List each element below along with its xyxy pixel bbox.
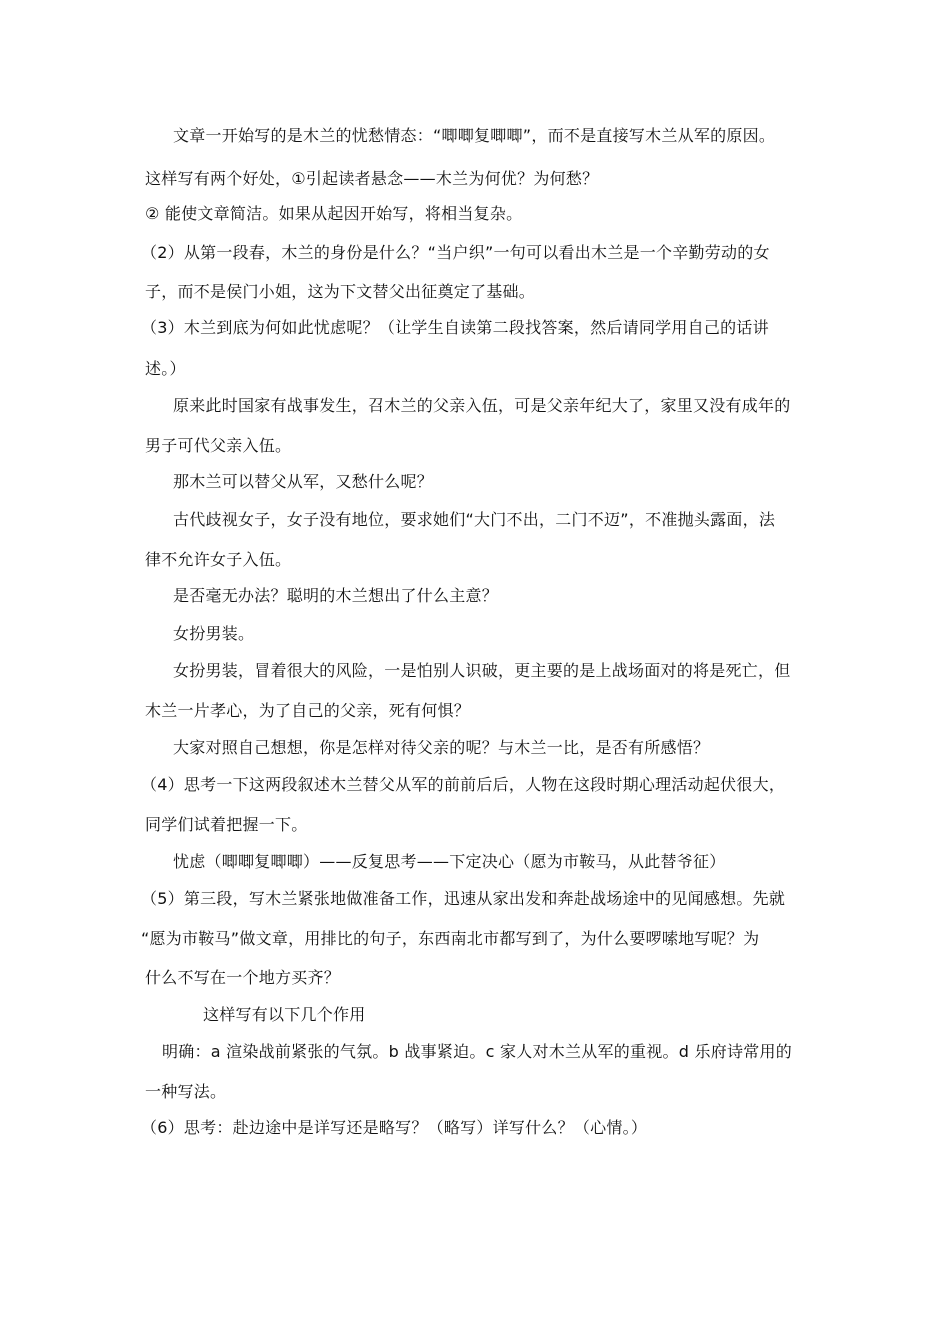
text-line-27: （6）思考：赴边途中是详写还是略写？（略写）详写什么？（心情。） [141, 1118, 648, 1137]
text-line-15: 女扮男装，冒着很大的风险，一是怕别人识破，更主要的是上战场面对的将是死亡，但 [173, 661, 791, 680]
text-line-19: 同学们试着把握一下。 [145, 815, 308, 834]
text-line-5: 子，而不是侯门小姐，这为下文替父出征奠定了基础。 [145, 282, 536, 301]
text-line-3: ② 能使文章简洁。如果从起因开始写，将相当复杂。 [145, 204, 523, 223]
text-line-24: 这样写有以下几个作用 [203, 1005, 366, 1024]
text-line-6: （3）木兰到底为何如此忧虑呢？（让学生自读第二段找答案，然后请同学用自己的话讲 [141, 318, 769, 337]
text-line-20: 忧虑（唧唧复唧唧）——反复思考——下定决心（愿为市鞍马，从此替爷征） [173, 852, 726, 871]
text-line-12: 律不允许女子入伍。 [145, 550, 292, 569]
text-line-2: 这样写有两个好处，①引起读者悬念——木兰为何优？为何愁？ [145, 169, 599, 188]
text-line-17: 大家对照自己想想，你是怎样对待父亲的呢？与木兰一比，是否有所感悟？ [173, 738, 710, 757]
text-line-26: 一种写法。 [145, 1082, 227, 1101]
text-line-10: 那木兰可以替父从军，又愁什么呢？ [173, 472, 434, 491]
text-line-1: 文章一开始写的是木兰的忧愁情态：“唧唧复唧唧”，而不是直接写木兰从军的原因。 [173, 126, 776, 145]
text-line-22: “愿为市鞍马”做文章，用排比的句子，东西南北市都写到了，为什么要啰嗦地写呢？为 [141, 929, 760, 948]
text-line-23: 什么不写在一个地方买齐？ [145, 968, 341, 987]
text-line-16: 木兰一片孝心，为了自己的父亲，死有何惧？ [145, 701, 471, 720]
text-line-4: （2）从第一段春，木兰的身份是什么？“当户织”一句可以看出木兰是一个辛勤劳动的女 [141, 243, 770, 262]
text-line-7: 述。） [145, 359, 186, 378]
text-line-8: 原来此时国家有战事发生，召木兰的父亲入伍，可是父亲年纪大了，家里又没有成年的 [173, 396, 791, 415]
text-line-9: 男子可代父亲入伍。 [145, 436, 292, 455]
text-line-14: 女扮男装。 [173, 624, 255, 643]
text-line-25: 明确：a 渲染战前紧张的气氛。b 战事紧迫。c 家人对木兰从军的重视。d 乐府诗常用的 [162, 1042, 793, 1061]
text-line-21: （5）第三段，写木兰紧张地做准备工作，迅速从家出发和奔赴战场途中的见闻感想。先就 [141, 889, 786, 908]
text-line-11: 古代歧视女子，女子没有地位，要求她们“大门不出，二门不迈”，不准抛头露面，法 [173, 510, 776, 529]
text-line-18: （4）思考一下这两段叙述木兰替父从军的前前后后，人物在这段时期心理活动起伏很大， [141, 775, 786, 794]
text-line-13: 是否毫无办法？聪明的木兰想出了什么主意？ [173, 586, 499, 605]
